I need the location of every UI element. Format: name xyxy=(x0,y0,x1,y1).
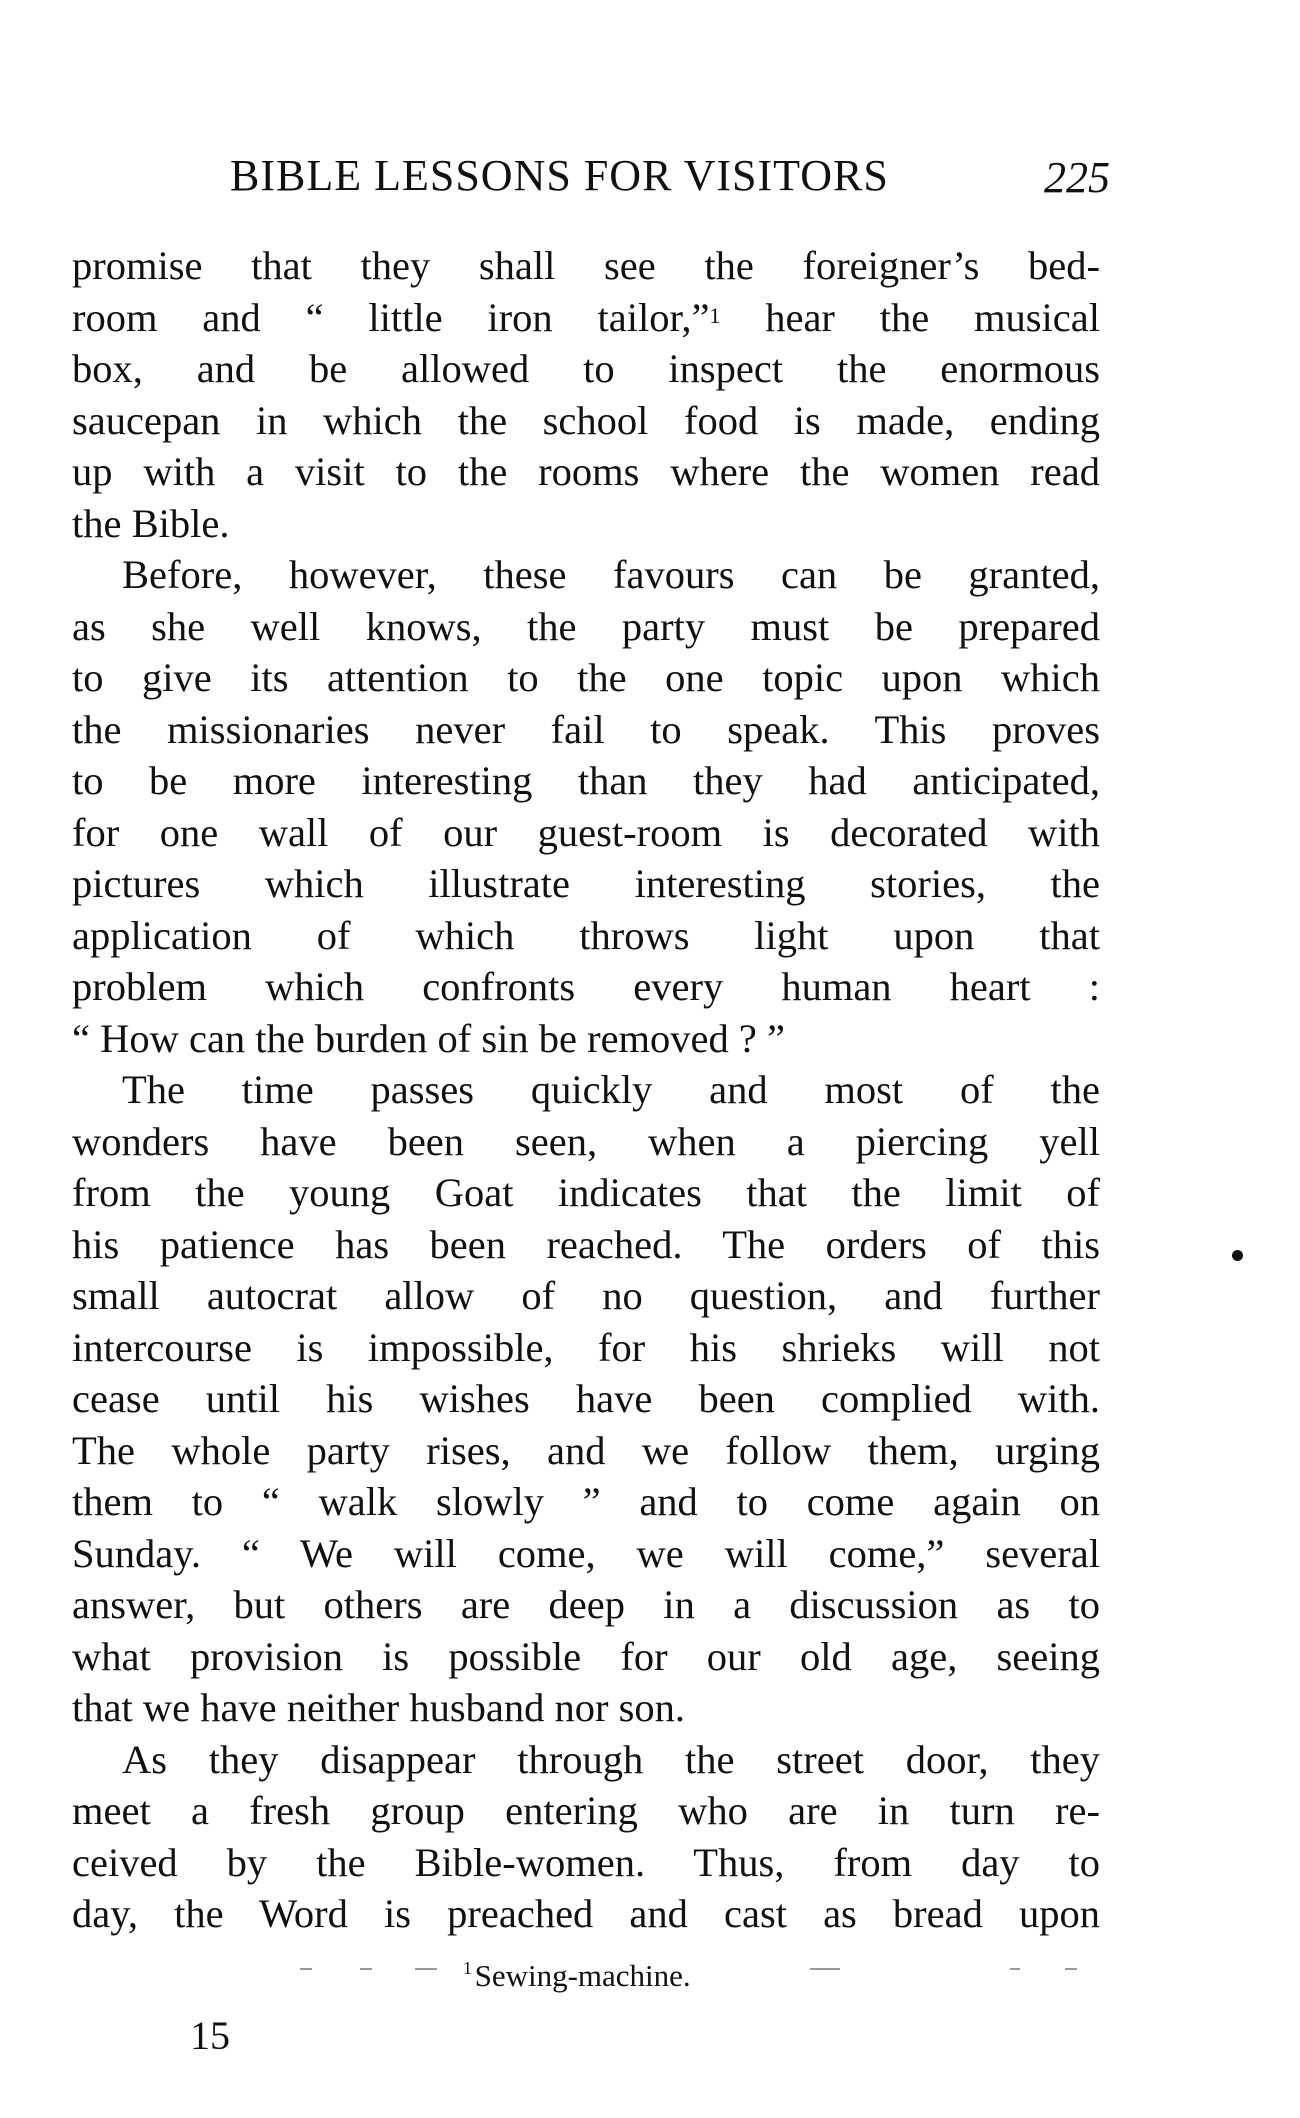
text-line: to be more interesting than they had anticipated, xyxy=(72,758,1100,803)
print-speck xyxy=(415,1968,437,1970)
text-line: his patience has been reached. The orders of this xyxy=(72,1221,1100,1267)
text-line: to give its attention to the one topic upon which xyxy=(72,655,1100,700)
running-head xyxy=(230,150,1110,210)
paragraph-2 xyxy=(72,549,1100,1064)
text-line: answer, but others are deep in a discussion as to xyxy=(72,1582,1100,1627)
text-line: Sunday. “ We will come, we will come,” several xyxy=(72,1530,1100,1576)
text-line: from the young Goat indicates that the limit of xyxy=(72,1170,1100,1215)
footnote-marker: 1 xyxy=(463,1958,472,1978)
text-line: “ How can the burden of sin be removed ? ” xyxy=(72,1015,785,1061)
print-speck xyxy=(1065,1968,1077,1970)
text-line: the Bible. xyxy=(72,500,230,546)
text-line: problem which confronts every human heart : xyxy=(72,964,1100,1009)
print-speck xyxy=(360,1968,372,1970)
footnote xyxy=(463,1958,691,1994)
text-line: small autocrat allow of no question, and further xyxy=(72,1273,1100,1318)
signature-mark: 15 xyxy=(190,2013,230,2058)
body-text xyxy=(72,240,1100,1940)
text-line: up with a visit to the rooms where the women read xyxy=(72,449,1100,494)
paragraph-4 xyxy=(72,1734,1100,1940)
print-speck xyxy=(810,1968,840,1970)
running-title: BIBLE LESSONS FOR VISITORS xyxy=(230,151,889,200)
text-line: the missionaries never fail to speak. This proves xyxy=(72,706,1100,752)
text-line: box, and be allowed to inspect the enormous xyxy=(72,346,1100,391)
text-line: The whole party rises, and we follow them, urging xyxy=(72,1427,1100,1473)
text-line: meet a fresh group entering who are in turn re- xyxy=(72,1788,1100,1833)
page-number: 225 xyxy=(1044,153,1110,202)
text-line: pictures which illustrate interesting stories, the xyxy=(72,861,1100,906)
text-line: day, the Word is preached and cast as bread upon xyxy=(72,1891,1100,1936)
text-line: promise that they shall see the foreigner’s bed- xyxy=(72,243,1100,288)
print-speck xyxy=(300,1968,312,1970)
text-line: The time passes quickly and most of the xyxy=(122,1067,1100,1112)
text-line: ceived by the Bible-women. Thus, from day to xyxy=(72,1839,1100,1885)
text-line: for one wall of our guest-room is decorated with xyxy=(72,809,1100,855)
paragraph-3 xyxy=(72,1064,1100,1734)
text-line: intercourse is impossible, for his shrieks will not xyxy=(72,1324,1100,1370)
text-line xyxy=(72,292,1100,344)
text-line: what provision is possible for our old age, seeing xyxy=(72,1633,1100,1679)
paragraph-1 xyxy=(72,240,1100,549)
print-speck xyxy=(1010,1968,1020,1970)
text-line: wonders have been seen, when a piercing yell xyxy=(72,1118,1100,1164)
text-line: saucepan in which the school food is made, ending xyxy=(72,397,1100,443)
footnote-text: Sewing-machine. xyxy=(474,1958,691,1993)
text-line: Before, however, these favours can be granted, xyxy=(122,552,1100,597)
text-line: As they disappear through the street door, they xyxy=(122,1736,1100,1782)
text-line: application of which throws light upon that xyxy=(72,912,1100,958)
text-line: that we have neither husband nor son. xyxy=(72,1685,685,1730)
footnote-reference: 1 xyxy=(709,302,721,328)
text-line-part: hear the musical xyxy=(720,294,1100,340)
text-line: as she well knows, the party must be prepared xyxy=(72,603,1100,649)
text-line: cease until his wishes have been complied with. xyxy=(72,1376,1100,1421)
ink-dot xyxy=(1232,1250,1243,1261)
text-line-part: room and “ little iron tailor,” xyxy=(72,294,710,340)
text-line: them to “ walk slowly ” and to come again on xyxy=(72,1479,1100,1524)
